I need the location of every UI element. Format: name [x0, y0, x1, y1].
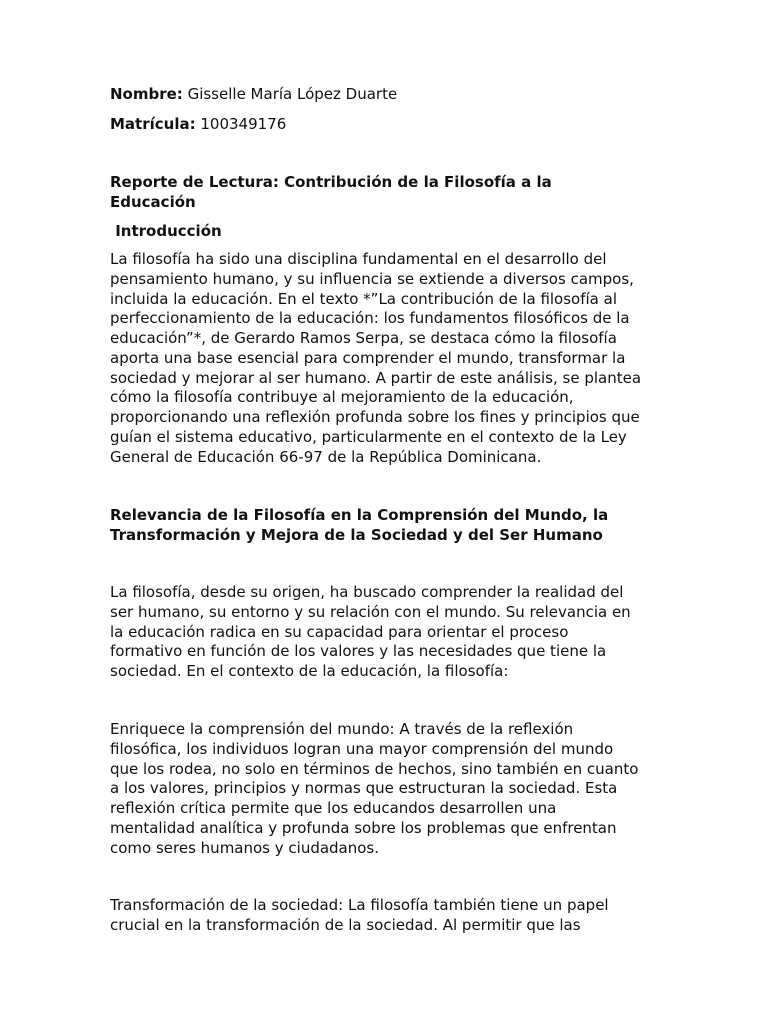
paragraph-line: guían el sistema educativo, particularmente en el contexto de la Ley — [110, 427, 627, 446]
paragraph-line: la educación radica en su capacidad para orientar el proceso — [110, 622, 569, 641]
id-value: 100349176 — [200, 115, 287, 133]
paragraph-line: ser humano, su entorno y su relación con el mundo. Su relevancia en — [110, 602, 631, 621]
title-line: Reporte de Lectura: Contribución de la Filosofía a la — [110, 173, 552, 191]
intro-paragraph — [110, 250, 670, 467]
paragraph-line: mentalidad analítica y profunda sobre los problemas que enfrentan — [110, 818, 617, 837]
document-title — [110, 172, 670, 212]
section-paragraph-1 — [110, 583, 670, 682]
paragraph-line: como seres humanos y ciudadanos. — [110, 838, 380, 857]
paragraph-line: proporcionando una reflexión profunda sobre los fines y principios que — [110, 408, 640, 426]
paragraph-line: incluida la educación. En el texto *”La contribución de la filosofía al — [110, 289, 617, 308]
paragraph-line: filosófica, los individuos logran una mayor comprensión del mundo — [110, 739, 614, 758]
intro-heading: Introducción — [110, 222, 222, 240]
section-heading — [110, 505, 670, 545]
paragraph-line: educación”*, de Gerardo Ramos Serpa, se destaca cómo la filosofía — [110, 329, 617, 347]
paragraph-line: que los rodea, no solo en términos de hechos, sino también en cuanto — [110, 759, 639, 778]
student-name-line — [110, 84, 397, 104]
paragraph-line: La filosofía ha sido una disciplina fundamental en el desarrollo del — [110, 250, 607, 268]
student-id-line — [110, 114, 286, 134]
name-label: Nombre: — [110, 85, 183, 103]
paragraph-line: pensamiento humano, y su influencia se extiende a diversos campos, — [110, 269, 634, 288]
paragraph-line: Enriquece la comprensión del mundo: A través de la reflexión — [110, 720, 574, 738]
paragraph-line: reflexión crítica permite que los educandos desarrollen una — [110, 799, 557, 817]
name-value: Gisselle María López Duarte — [187, 85, 398, 103]
section-paragraph-2 — [110, 720, 670, 858]
heading-line: Relevancia de la Filosofía en la Comprensión del Mundo, la — [110, 506, 609, 524]
heading-line: Transformación y Mejora de la Sociedad y del Ser Humano — [110, 526, 603, 544]
paragraph-line: formativo en función de los valores y las necesidades que tiene la — [110, 642, 607, 661]
paragraph-line: sociedad. En el contexto de la educación, la filosofía: — [110, 662, 509, 680]
paragraph-line: cómo la filosofía contribuye al mejoramiento de la educación, — [110, 388, 574, 407]
paragraph-line: perfeccionamiento de la educación: los fundamentos filosóficos de la — [110, 309, 630, 328]
paragraph-line: La filosofía, desde su origen, ha buscado comprender la realidad del — [110, 583, 624, 601]
section-paragraph-3 — [110, 896, 670, 936]
paragraph-line: sociedad y mejorar al ser humano. A partir de este análisis, se plantea — [110, 368, 642, 387]
id-label: Matrícula: — [110, 115, 196, 133]
title-line: Educación — [110, 193, 196, 211]
paragraph-line: crucial en la transformación de la sociedad. Al permitir que las — [110, 915, 581, 934]
paragraph-line: a los valores, principios y normas que estructuran la sociedad. Esta — [110, 779, 618, 798]
paragraph-line: Transformación de la sociedad: La filosofía también tiene un papel — [110, 896, 609, 914]
paragraph-line: aporta una base esencial para comprender el mundo, transformar la — [110, 348, 626, 367]
paragraph-line: General de Educación 66-97 de la República Dominicana. — [110, 447, 542, 466]
